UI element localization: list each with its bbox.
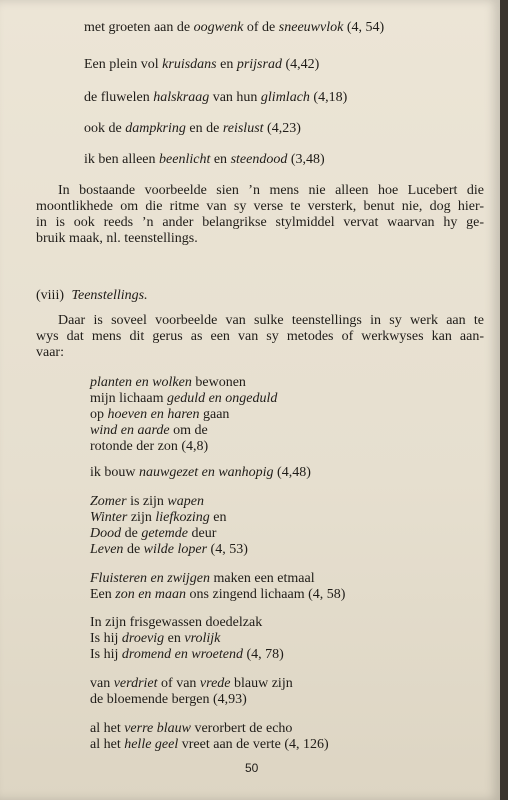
italic-phrase: dampkring [125,121,186,136]
italic-phrase: wind en aarde [90,423,170,438]
text-run: bewonen [191,375,246,390]
text-run: Een [90,587,116,602]
text-run: en de [185,121,223,136]
text-run: deur [188,526,217,541]
page-number: 50 [245,761,259,775]
text-run: Is hij [90,631,122,646]
text-run: (3,48) [287,152,325,167]
text-run: verorbert de echo [190,721,293,736]
italic-phrase: hoeven en haren [107,407,200,422]
italic-phrase: steendood [230,152,288,167]
italic-phrase: halskraag [153,90,210,105]
paragraph-line: vaar: [36,345,64,360]
text-run: de [121,526,142,541]
text-run: (4,18) [309,90,348,105]
text-run: de [123,542,144,557]
poem-line [90,631,220,647]
poem-line [90,571,315,587]
text-run: of van [157,676,200,691]
poem-line [90,647,284,663]
italic-phrase: geduld en ongeduld [166,391,278,406]
italic-phrase: zon en maan [115,587,187,602]
paragraph-line: in is ook reeds ’n ander belangrikse stylmiddel vervat waarvan hy ge- [36,215,484,230]
text-run: (4, 54) [343,20,385,35]
italic-phrase: prijsrad [236,57,282,72]
paragraph-line: wys dat mens dit gerus as een van sy metodes of werkwyses kan aan- [36,329,484,344]
text-run: ik ben alleen [84,152,160,167]
text-run: en [164,631,185,646]
poem-line [90,407,229,423]
italic-phrase: Dood [90,526,122,541]
text-run: (4, 53) [207,542,248,557]
italic-phrase: oogwenk [193,20,244,35]
text-run: blauw zijn [230,676,293,691]
text-run: ons zingend lichaam (4, 58) [186,587,346,602]
poem-line [90,391,277,407]
poem-line [90,423,208,439]
italic-phrase: sneeuwvlok [278,20,344,35]
poem-line [90,510,227,526]
italic-phrase: Winter [90,510,128,525]
italic-phrase: vrede [199,676,231,691]
italic-phrase: verre blauw [124,721,191,736]
poem-line [90,542,248,558]
italic-phrase: droevig [121,631,165,646]
italic-phrase: verdriet [113,676,158,691]
text-run: maken een etmaal [210,571,315,586]
italic-phrase: nauwgezet en wanhopig [139,465,274,480]
example-line [84,90,347,106]
poem-line [90,587,345,603]
text-run: ik bouw [90,465,139,480]
section-heading [36,288,148,304]
poem-line [90,494,204,510]
text-run: op [90,407,108,422]
example-line [84,57,319,73]
text-run: (4, 78) [242,647,284,662]
example-line [84,152,325,168]
paragraph-line: bruik maak, nl. teenstellings. [36,231,198,246]
text-run: zijn [127,510,156,525]
book-edge [500,0,508,800]
italic-phrase: Leven [90,542,124,557]
text-run: vreet aan de verte (4, 126) [178,737,329,752]
poem-line [90,526,216,542]
text-run: met groeten aan de [84,20,194,35]
example-line [84,121,301,137]
section-title: Teenstellings. [71,288,148,303]
example-line [84,20,384,36]
text-run: van [90,676,114,691]
text-run: Een plein vol [84,57,163,72]
poem-line [90,737,329,753]
text-run: of de [243,20,279,35]
italic-phrase: helle geel [124,737,179,752]
poem-line [90,676,293,692]
italic-phrase: liefkozing [155,510,210,525]
text-run: ook de [84,121,126,136]
poem-line [90,692,247,708]
text-run: Is hij [90,647,122,662]
text-run: en [209,510,227,525]
text-run: al het [90,737,125,752]
poem-line [90,721,292,737]
text-run: al het [90,721,125,736]
poem-line [90,439,208,455]
italic-phrase: Fluisteren en zwijgen [90,571,211,586]
italic-phrase: beenlicht [159,152,211,167]
paragraph-line: In bostaande voorbeelde sien ’n mens nie alleen hoe Lucebert die [58,183,484,198]
italic-phrase: wilde loper [143,542,208,557]
section-number: (viii) [36,288,64,303]
italic-phrase: getemde [141,526,188,541]
italic-phrase: kruisdans [162,57,217,72]
text-run: de bloemende bergen (4,93) [90,692,247,707]
text-run: en [216,57,237,72]
text-run: is zijn [126,494,168,509]
text-run: de fluwelen [84,90,154,105]
italic-phrase: reislust [222,121,264,136]
italic-phrase: wapen [167,494,204,509]
text-run: en [210,152,231,167]
text-run: om de [169,423,208,438]
text-run: In zijn frisgewassen doedelzak [90,615,263,630]
italic-phrase: planten en wolken [90,375,192,390]
paragraph-line: Daar is soveel voorbeelde van sulke teenstellings in sy werk aan te [58,313,484,328]
text-run: (4,23) [263,121,301,136]
italic-phrase: dromend en wroetend [121,647,243,662]
text-run: van hun [209,90,261,105]
poem-line [90,465,311,481]
poem-line [90,375,246,391]
text-run: gaan [199,407,230,422]
poem-line [90,615,262,631]
italic-phrase: glimlach [260,90,310,105]
text-run: (4,42) [281,57,320,72]
italic-phrase: vrolijk [184,631,221,646]
italic-phrase: Zomer [90,494,127,509]
paragraph-line: moontlikhede om die ritme van sy verse te versterk, benut nie, dog hier- [36,199,484,214]
text-run: rotonde der zon (4,8) [90,439,209,454]
text-run: (4,48) [273,465,311,480]
text-run: mijn lichaam [90,391,167,406]
